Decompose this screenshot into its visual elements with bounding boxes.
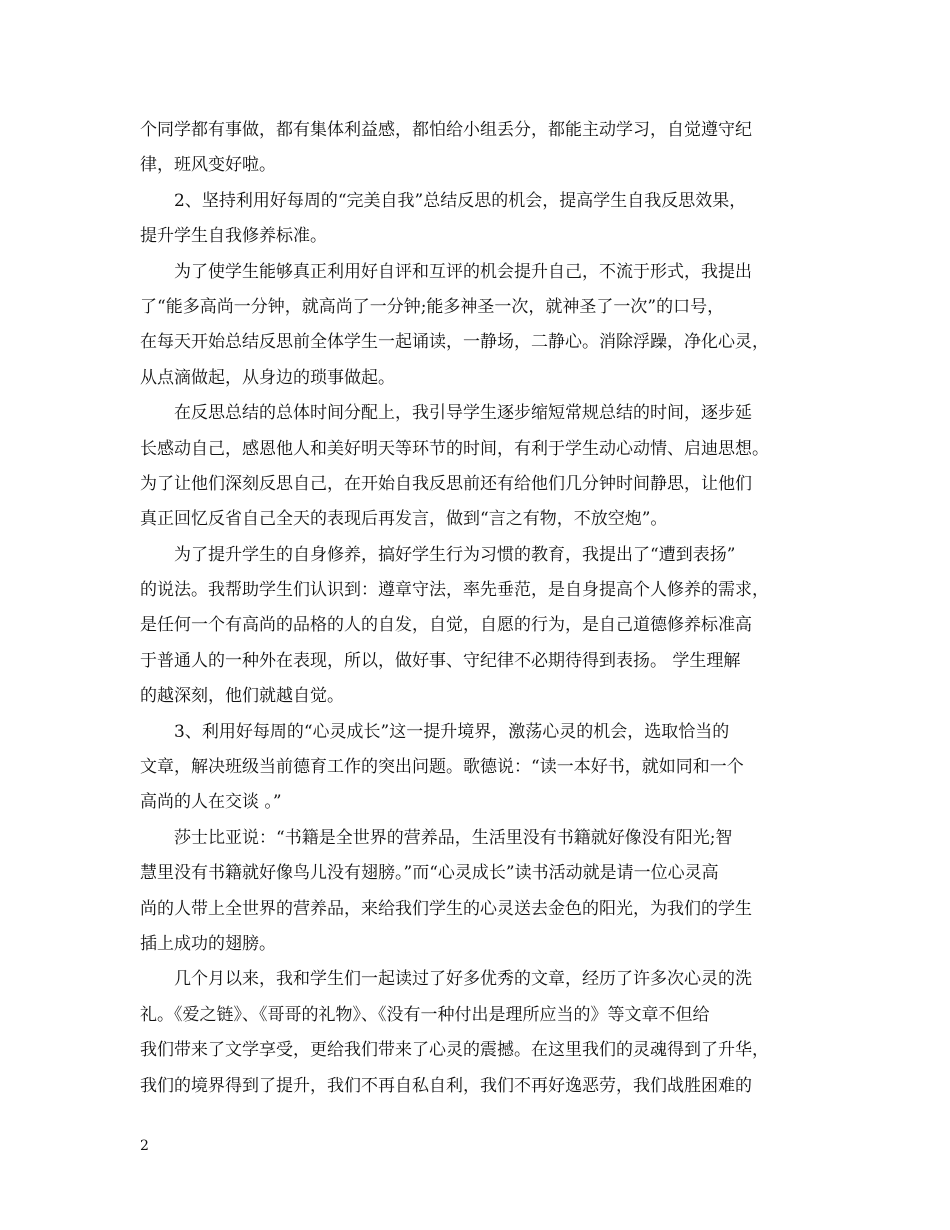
text-line: 在每天开始总结反思前全体学生一起诵读，一静场，二静心。消除浮躁，净化心灵， (140, 332, 769, 353)
text-line: 了“能多高尚一分钟，就高尚了一分钟;能多神圣一次，就神圣了一次”的口号， (140, 296, 725, 317)
text-line: 为了提升学生的自身修养，搞好学生行为习惯的教育，我提出了“遭到表扬” (174, 544, 736, 565)
text-line: 尚的人带上全世界的营养品，来给我们学生的心灵送去金色的阳光，为我们的学生 (140, 898, 752, 919)
document-body (140, 113, 820, 1104)
text-line: 在反思总结的总体时间分配上，我引导学生逐步缩短常规总结的时间，逐步延 (174, 403, 752, 424)
text-line: 个同学都有事做，都有集体利益感，都怕给小组丢分，都能主动学习，自觉遵守纪 (140, 120, 752, 140)
text-line: 礼。《爱之链》、《哥哥的礼物》、《没有一种付出是理所应当的》等文章不但给 (140, 1004, 710, 1025)
text-line: 为了使学生能够真正利用好自评和互评的机会提升自己，不流于形式，我提出 (174, 261, 752, 282)
text-line: 2、坚持利用好每周的“完美自我”总结反思的机会，提高学生自我反思效果， (174, 190, 747, 211)
text-line: 长感动自己，感恩他人和美好明天等环节的时间，有利于学生动心动情、启迪思想。 (140, 438, 769, 459)
text-line: 于普通人的一种外在表现，所以，做好事、守纪律不必期待得到表扬。 学生理解 (140, 650, 741, 671)
text-line: 文章，解决班级当前德育工作的突出问题。歌德说：“读一本好书，就如同和一个 (140, 757, 744, 778)
text-line: 插上成功的翅膀。 (140, 933, 276, 954)
text-line: 几个月以来，我和学生们一起读过了好多优秀的文章，经历了许多次心灵的洗 (174, 969, 752, 990)
text-line: 慧里没有书籍就好像鸟儿没有翅膀。”而“心灵成长”读书活动就是请一位心灵高 (140, 863, 719, 884)
text-line: 为了让他们深刻反思自己，在开始自我反思前还有给他们几分钟时间静思，让他们 (140, 473, 752, 494)
text-line: 提升学生自我修养标准。 (140, 226, 327, 247)
page-number: 2 (140, 1138, 149, 1154)
text-line: 的越深刻，他们就越自觉。 (140, 686, 344, 707)
text-line: 高尚的人在交谈 。” (140, 792, 282, 813)
text-line: 是任何一个有高尚的品格的人的自发，自觉，自愿的行为，是自己道德修养标准高 (140, 615, 752, 636)
text-line: 我们带来了文学享受，更给我们带来了心灵的震撼。在这里我们的灵魂得到了升华， (140, 1040, 769, 1061)
text-line: 我们的境界得到了提升，我们不再自私自利，我们不再好逸恶劳，我们战胜困难的 (140, 1075, 752, 1096)
text-line: 莎士比亚说：“书籍是全世界的营养品，生活里没有书籍就好像没有阳光;智 (174, 827, 733, 848)
text-line: 从点滴做起，从身边的琐事做起。 (140, 367, 395, 388)
text-line: 真正回忆反省自己全天的表现后再发言，做到“言之有物，不放空炮”。 (140, 509, 668, 530)
text-line: 3、利用好每周的“心灵成长”这一提升境界，激荡心灵的机会，选取恰当的 (174, 721, 730, 742)
text-line: 律，班风变好啦。 (140, 155, 276, 176)
text-line: 的说法。我帮助学生们认识到：遵章守法，率先垂范，是自身提高个人修养的需求， (140, 580, 769, 601)
